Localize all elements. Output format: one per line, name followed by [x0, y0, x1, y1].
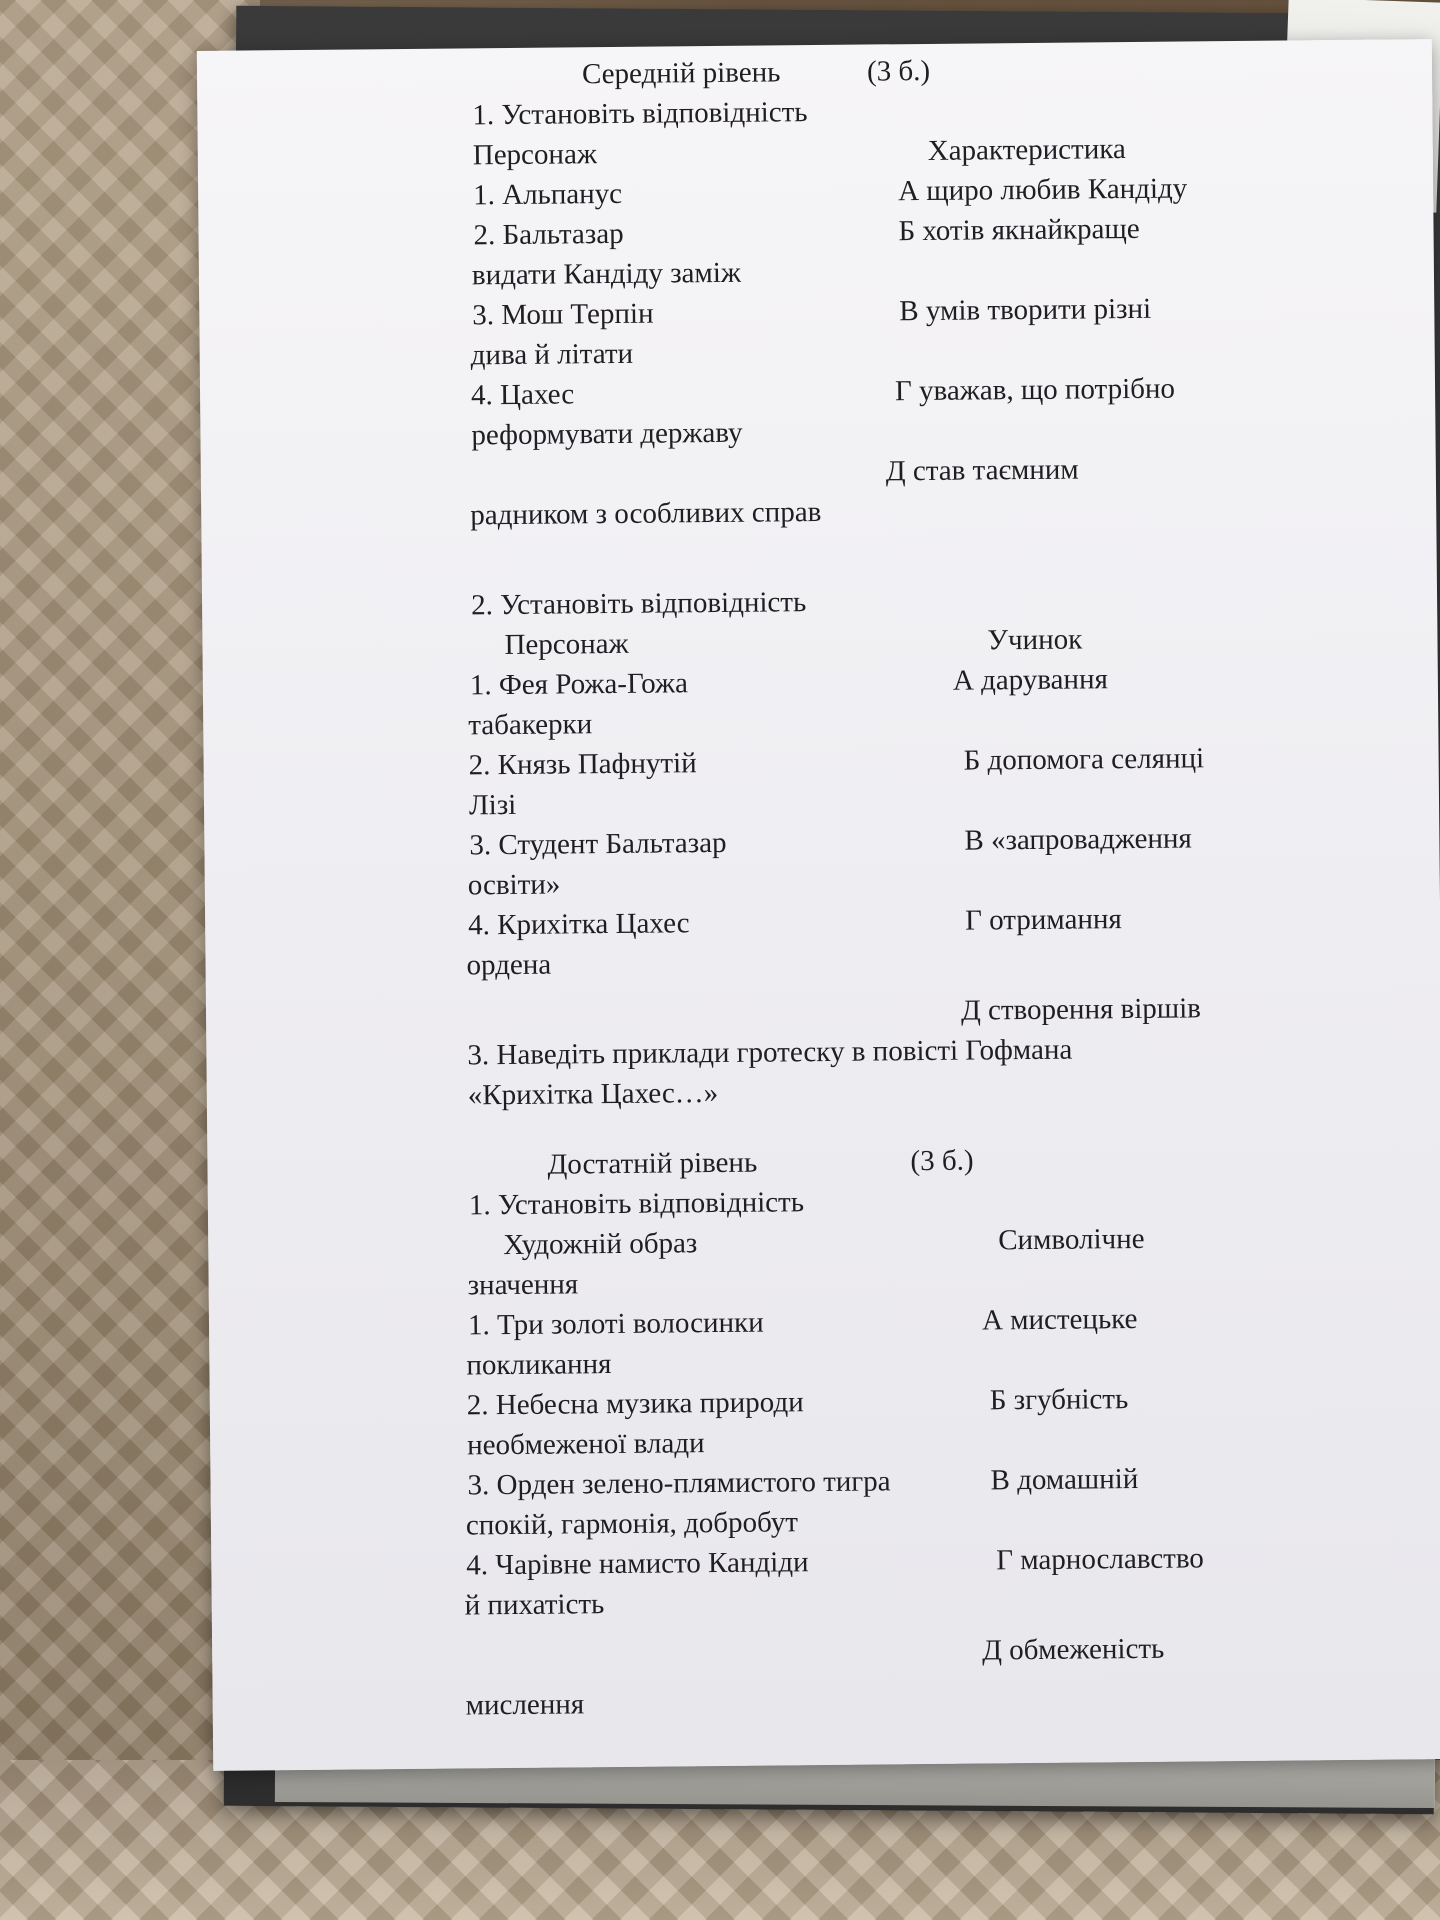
text-line: Характеристика	[927, 133, 1126, 167]
text-line: ордена	[466, 948, 552, 982]
text-line: необмеженої влади	[467, 1427, 705, 1462]
text-line: спокій, гармонія, добробут	[465, 1506, 799, 1542]
text-line: Персонаж	[472, 138, 598, 172]
text-line: Б згубність	[989, 1383, 1129, 1417]
text-line: табакерки	[468, 708, 593, 742]
text-line: дива й літати	[470, 337, 634, 372]
text-line: 1. Альпанус	[473, 177, 623, 212]
text-line: Достатній рівень	[547, 1146, 758, 1181]
text-line: Лізі	[468, 788, 517, 822]
text-line: 2. Бальтазар	[473, 217, 624, 252]
text-line: 1. Установіть відповідність	[472, 96, 808, 132]
text-line: 3. Студент Бальтазар	[469, 826, 727, 862]
text-line: Персонаж	[504, 627, 629, 662]
text-line: 4. Крихітка Цахес	[468, 907, 690, 942]
text-line: 2. Князь Пафнутій	[468, 747, 697, 782]
text-line: (3 б.)	[866, 54, 931, 88]
text-line: значення	[467, 1268, 579, 1302]
text-line: А мистецьке	[981, 1302, 1138, 1337]
text-line: Д став таємним	[885, 453, 1079, 488]
text-line: видати Кандіду заміж	[471, 256, 742, 292]
text-line: В «запровадження	[964, 822, 1192, 857]
text-line: Г уважав, що потрібно	[894, 372, 1176, 408]
text-line: 1. Три золоті волосинки	[467, 1306, 764, 1342]
text-line: Середній рівень	[581, 56, 781, 91]
text-line: покликання	[466, 1348, 612, 1382]
text-line: 3. Наведіть приклади гротеску в повісті Гофмана	[467, 1033, 1073, 1072]
text-line: Д обмеженість	[982, 1632, 1165, 1667]
text-line: 3. Мош Терпін	[472, 297, 654, 332]
text-line: 2. Установіть відповідність	[470, 586, 807, 622]
text-line: радником з особливих справ	[470, 495, 822, 532]
text-line: й пихатість	[464, 1588, 605, 1622]
text-line: Учинок	[987, 623, 1083, 657]
text-line: 1. Установіть відповідність	[468, 1186, 805, 1222]
text-line: В домашній	[990, 1462, 1139, 1497]
text-line: мислення	[465, 1688, 585, 1722]
text-line: А щиро любив Кандіду	[897, 172, 1188, 208]
text-line: Д створення віршів	[960, 992, 1202, 1027]
text-line: «Крихітка Цахес…»	[467, 1077, 719, 1112]
text-line: Б допомога селянці	[963, 742, 1205, 777]
text-line: 4. Чарівне намисто Кандіди	[466, 1546, 809, 1582]
text-line: Б хотів якнайкраще	[898, 212, 1140, 248]
text-line: освіти»	[467, 868, 561, 902]
text-line: 1. Фея Рожа-Гожа	[469, 667, 689, 702]
text-line: (3 б.)	[910, 1144, 974, 1178]
text-line: 4. Цахес	[470, 378, 575, 412]
text-line: В умів творити різні	[899, 292, 1152, 328]
text-line: Символічне	[998, 1222, 1145, 1257]
text-line: Художній образ	[503, 1227, 698, 1262]
worksheet-paper	[197, 39, 1440, 1771]
text-line: 2. Небесна музика природи	[466, 1386, 804, 1422]
text-line: А дарування	[952, 663, 1108, 697]
text-line: Г отримання	[965, 903, 1122, 937]
text-line: Г марнославство	[996, 1542, 1205, 1577]
text-line: 3. Орден зелено-плямистого тигра	[467, 1465, 891, 1502]
text-line: реформувати державу	[471, 416, 743, 452]
